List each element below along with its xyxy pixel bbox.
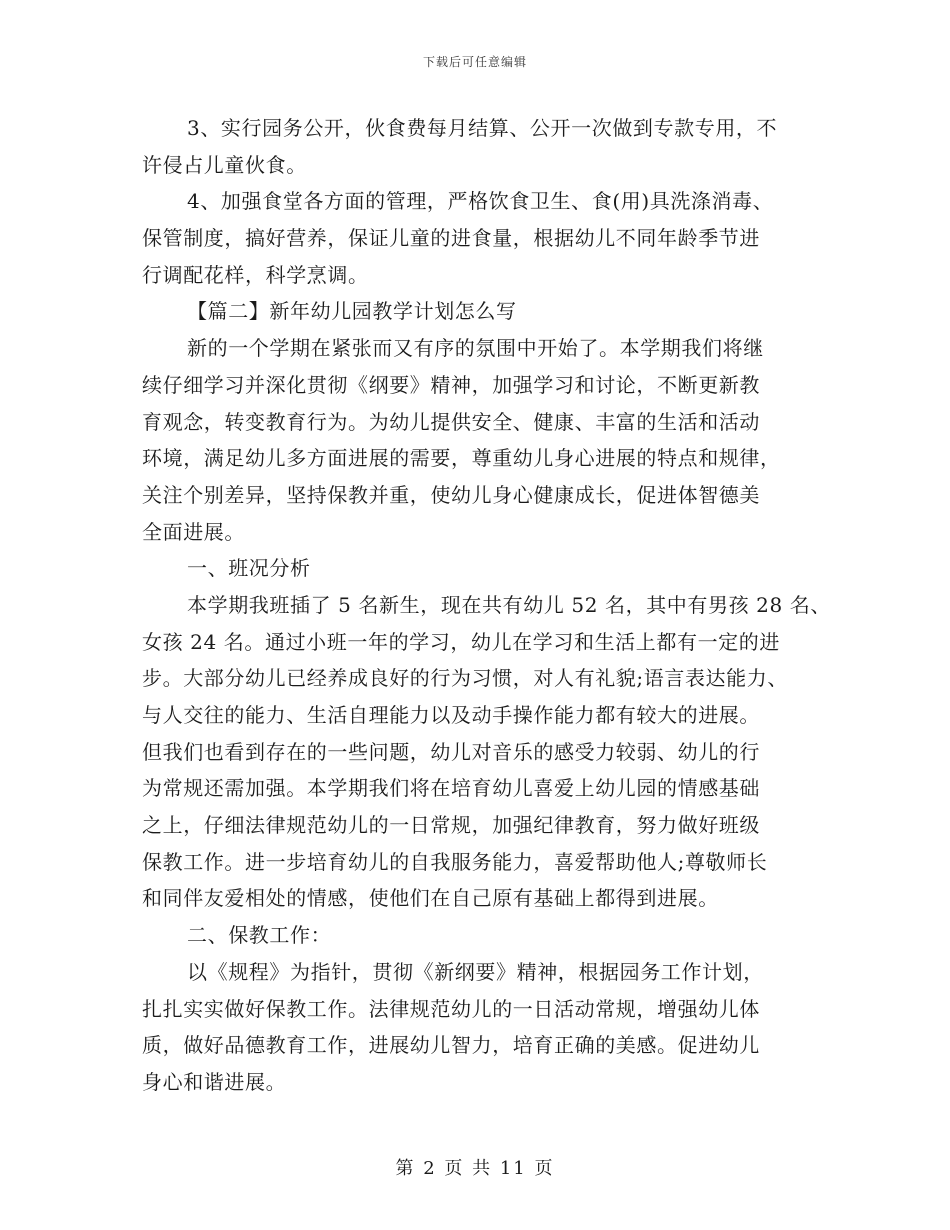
text-line: 续仔细学习并深化贯彻《纲要》精神，加强学习和讨论，不断更新教 — [142, 372, 760, 397]
text-line: 【篇二】新年幼儿园教学计划怎么写 — [187, 299, 517, 324]
text-line: 环境，满足幼儿多方面进展的需要，尊重幼儿身心进展的特点和规律， — [142, 446, 781, 471]
text-line: 扎扎实实做好保教工作。法律规范幼儿的一日活动常规，增强幼儿体 — [142, 996, 760, 1021]
text-line: 育观念，转变教育行为。为幼儿提供安全、健康、丰富的生活和活动 — [142, 409, 760, 434]
text-line: 新的一个学期在紧张而又有序的氛围中开始了。本学期我们将继 — [187, 336, 764, 361]
text-line: 与人交往的能力、生活自理能力以及动手操作能力都有较大的进展。 — [142, 703, 760, 727]
text-line: 全面进展。 — [142, 519, 245, 544]
text-line: 质，做好品德教育工作，进展幼儿智力，培育正确的美感。促进幼儿 — [142, 1033, 760, 1058]
text-line: 步。大部分幼儿已经养成良好的行为习惯，对人有礼貌;语言表达能力、 — [142, 666, 788, 691]
text-line: 以《规程》为指针，贯彻《新纲要》精神，根据园务工作计划， — [187, 959, 764, 984]
text-line: 之上，仔细法律规范幼儿的一日常规，加强纪律教育，努力做好班级 — [142, 813, 760, 838]
text-line: 身心和谐进展。 — [142, 1069, 287, 1094]
text-line: 和同伴友爱相处的情感，使他们在自己原有基础上都得到进展。 — [142, 886, 719, 911]
text-line: 二、保教工作： — [187, 923, 332, 948]
page-number: 第 2 页 共 11 页 — [395, 1158, 555, 1179]
text-line: 许侵占儿童伙食。 — [142, 152, 307, 177]
text-line: 但我们也看到存在的一些问题，幼儿对音乐的感受力较弱、幼儿的行 — [142, 739, 760, 764]
text-line: 本学期我班插了 5 名新生，现在共有幼儿 52 名，其中有男孩 28 名、 — [187, 592, 831, 617]
text-line: 女孩 24 名。通过小班一年的学习，幼儿在学习和生活上都有一定的进 — [142, 629, 780, 654]
text-line: 行调配花样，科学烹调。 — [142, 262, 369, 287]
text-line: 4、加强食堂各方面的管理，严格饮食卫生、食(用)具洗涤消毒、 — [187, 189, 774, 214]
text-line: 一、班况分析 — [187, 556, 311, 581]
text-line: 为常规还需加强。本学期我们将在培育幼儿喜爱上幼儿园的情感基础 — [142, 776, 760, 801]
header-note: 下载后可任意编辑 — [422, 55, 527, 69]
document-body — [142, 110, 832, 1101]
text-line: 3、实行园务公开，伙食费每月结算、公开一次做到专款专用，不 — [187, 116, 778, 140]
text-line: 保管制度，搞好营养，保证儿童的进食量，根据幼儿不同年龄季节进 — [142, 226, 760, 251]
text-line: 关注个别差异，坚持保教并重，使幼儿身心健康成长，促进体智德美 — [142, 482, 760, 507]
text-line: 保教工作。进一步培育幼儿的自我服务能力，喜爱帮助他人;尊敬师长 — [142, 849, 768, 874]
